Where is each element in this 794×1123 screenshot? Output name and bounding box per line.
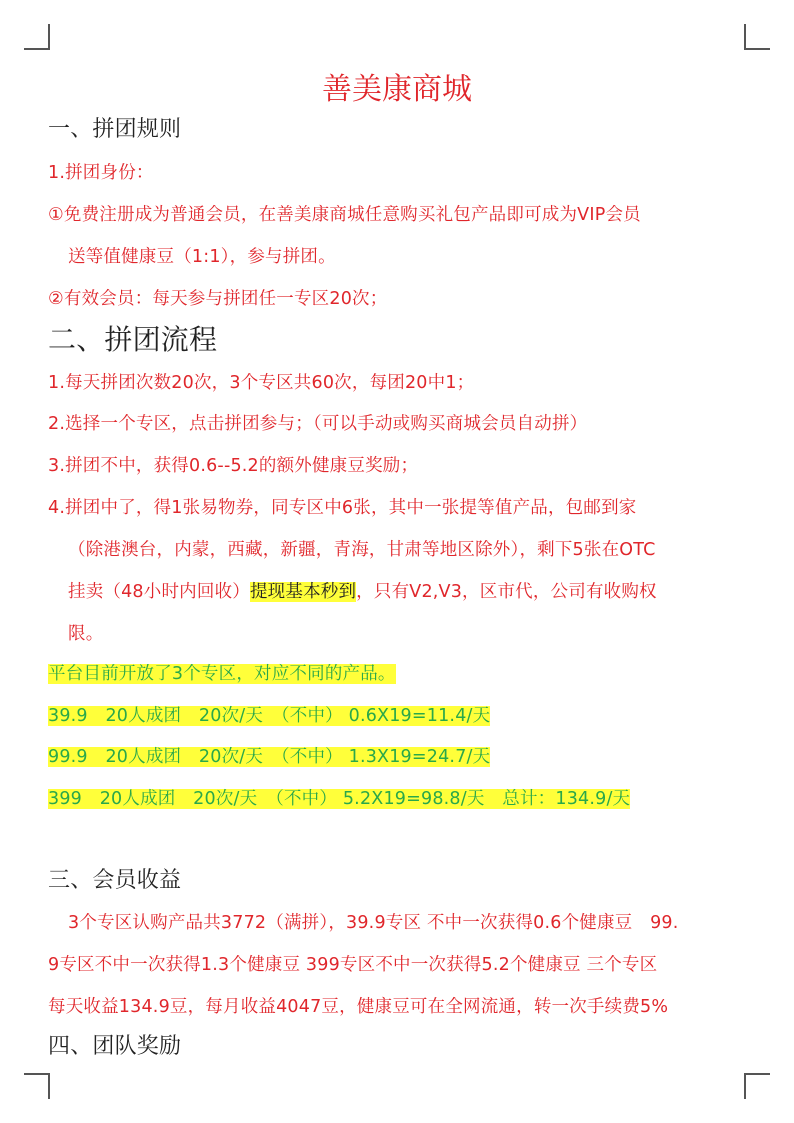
section-heading-earnings: 三、会员收益 — [48, 868, 182, 893]
section-heading-process: 二、拼团流程 — [48, 323, 218, 356]
process-line-7: 限。 — [68, 624, 104, 644]
crop-mark-top-left — [24, 24, 50, 50]
process-line-1: 1.每天拼团次数20次，3个专区共60次，每团20中1； — [48, 373, 475, 393]
section-heading-team-rewards: 四、团队奖励 — [48, 1034, 182, 1059]
section-heading-rules: 一、拼团规则 — [48, 117, 182, 142]
crop-mark-bottom-left — [24, 1073, 50, 1099]
process-line-4: 4.拼团中了，得1张易物券，同专区中6张，其中一张提等值产品，包邮到家 — [48, 498, 637, 518]
earnings-line-2: 9专区不中一次获得1.3个健康豆 399专区不中一次获得5.2个健康豆 三个专区 — [48, 955, 658, 975]
zones-intro: 平台目前开放了3个专区，对应不同的产品。 — [48, 664, 396, 684]
process-line-5: （除港澳台，内蒙，西藏，新疆，青海，甘肃等地区除外），剩下5张在OTC — [68, 540, 656, 560]
zone-line-39-9: 39.9 20人成团 20次/天 （不中） 0.6X19=11.4/天 — [48, 706, 491, 726]
zone-line-399: 399 20人成团 20次/天 （不中） 5.2X19=98.8/天 总计：134.9/天 — [48, 789, 631, 809]
process-line-6-c: ，只有V2,V3，区市代，公司有收购权 — [356, 582, 657, 602]
crop-mark-bottom-right — [744, 1073, 770, 1099]
process-line-2: 2.选择一个专区，点击拼团参与；（可以手动或购买商城会员自动拼） — [48, 414, 588, 434]
process-line-3: 3.拼团不中，获得0.6--5.2的额外健康豆奖励； — [48, 456, 419, 476]
process-line-6 — [68, 579, 657, 605]
rule-line-4: ②有效会员：每天参与拼团任一专区20次； — [48, 289, 388, 309]
process-line-6-a: 挂卖（48小时内回收） — [68, 582, 250, 602]
crop-mark-top-right — [744, 24, 770, 50]
earnings-line-3: 每天收益134.9豆，每月收益4047豆，健康豆可在全网流通，转一次手续费5% — [48, 997, 669, 1017]
rule-line-3: 送等值健康豆（1:1），参与拼团。 — [68, 247, 336, 267]
document-title: 善美康商城 — [322, 72, 472, 107]
highlight-withdraw-text: 提现基本秒到 — [249, 582, 357, 602]
rule-line-2: ①免费注册成为普通会员，在善美康商城任意购买礼包产品即可成为VIP会员 — [48, 205, 641, 225]
earnings-line-1: 3个专区认购产品共3772（满拼），39.9专区 不中一次获得0.6个健康豆 99. — [68, 913, 679, 933]
zone-line-99-9: 99.9 20人成团 20次/天 （不中） 1.3X19=24.7/天 — [48, 747, 491, 767]
rule-line-1: 1.拼团身份： — [48, 163, 154, 183]
